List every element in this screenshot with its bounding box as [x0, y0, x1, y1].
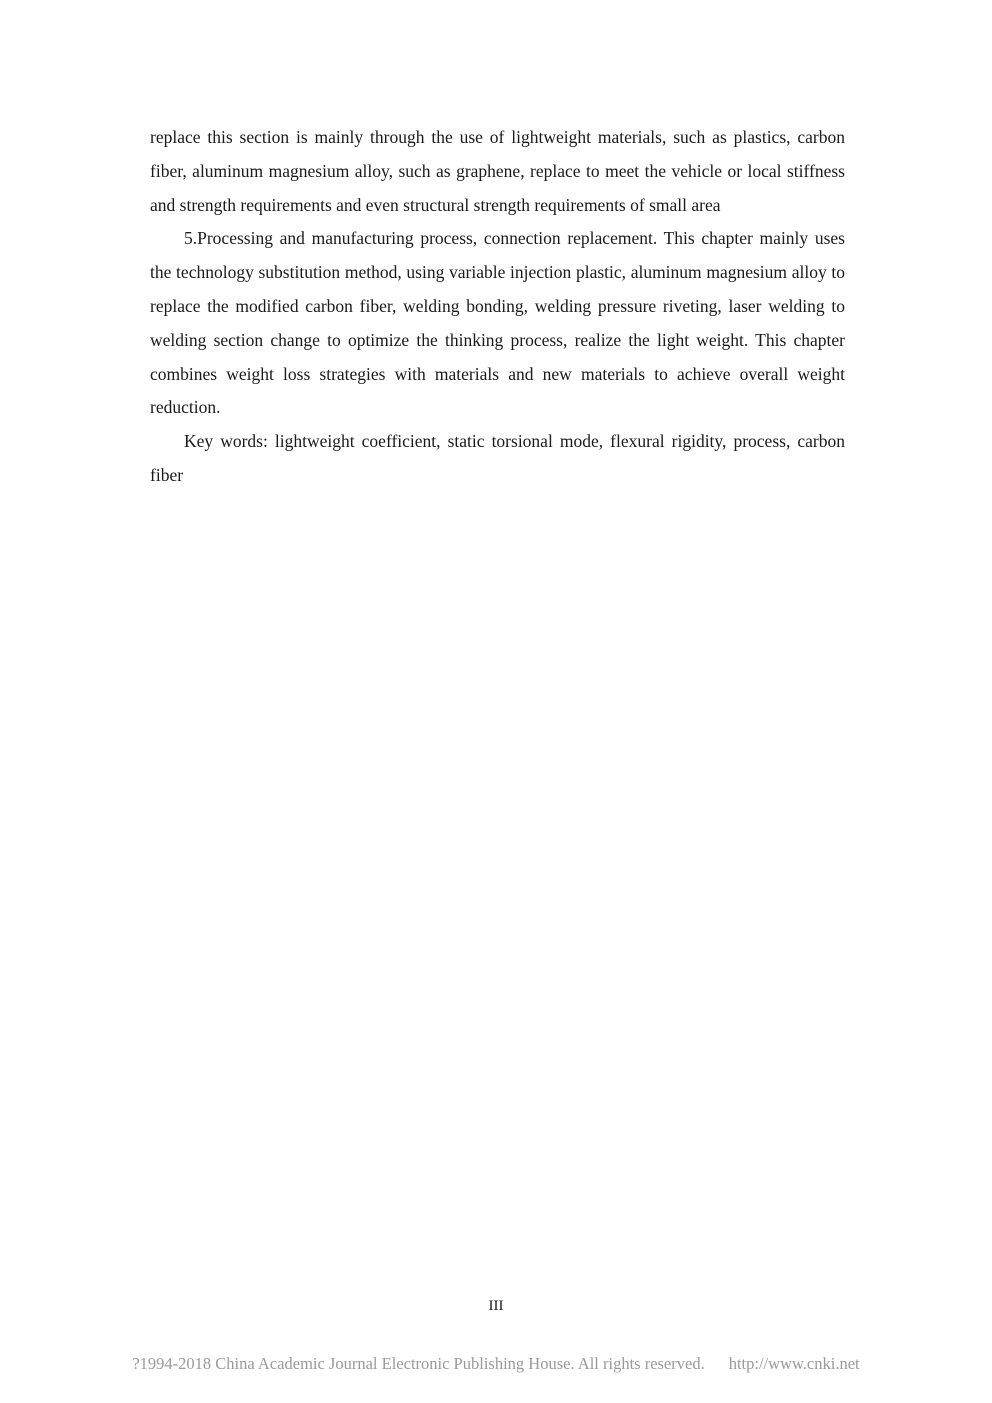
footer-url[interactable]: http://www.cnki.net: [728, 1354, 860, 1373]
page-number: III: [488, 1298, 504, 1314]
body-text: [150, 121, 845, 493]
footer: [0, 1354, 992, 1374]
footer-copyright: ?1994-2018 China Academic Journal Electronic Publishing House. All rights reserved.: [132, 1354, 705, 1373]
paragraph-process: 5.Processing and manufacturing process, connection replacement. This chapter mainly uses the technology substitution method, using variable injection plastic, aluminum magnesium alloy to replace the modified carbon fiber, welding bonding, welding pressure riveting, laser welding to welding section change to optimize the thinking process, realize the light weight. This chapter combines weight loss strategies with materials and new materials to achieve overall weight reduction.: [150, 228, 845, 418]
paragraph-continuation: replace this section is mainly through the use of lightweight materials, such as plastics, carbon fiber, aluminum magnesium alloy, such as graphene, replace to meet the vehicle or local stiffness and strength requirements and even structural strength requirements of small area: [150, 127, 845, 215]
paragraph-keywords: Key words: lightweight coefficient, static torsional mode, flexural rigidity, process, carbon fiber: [150, 431, 845, 485]
